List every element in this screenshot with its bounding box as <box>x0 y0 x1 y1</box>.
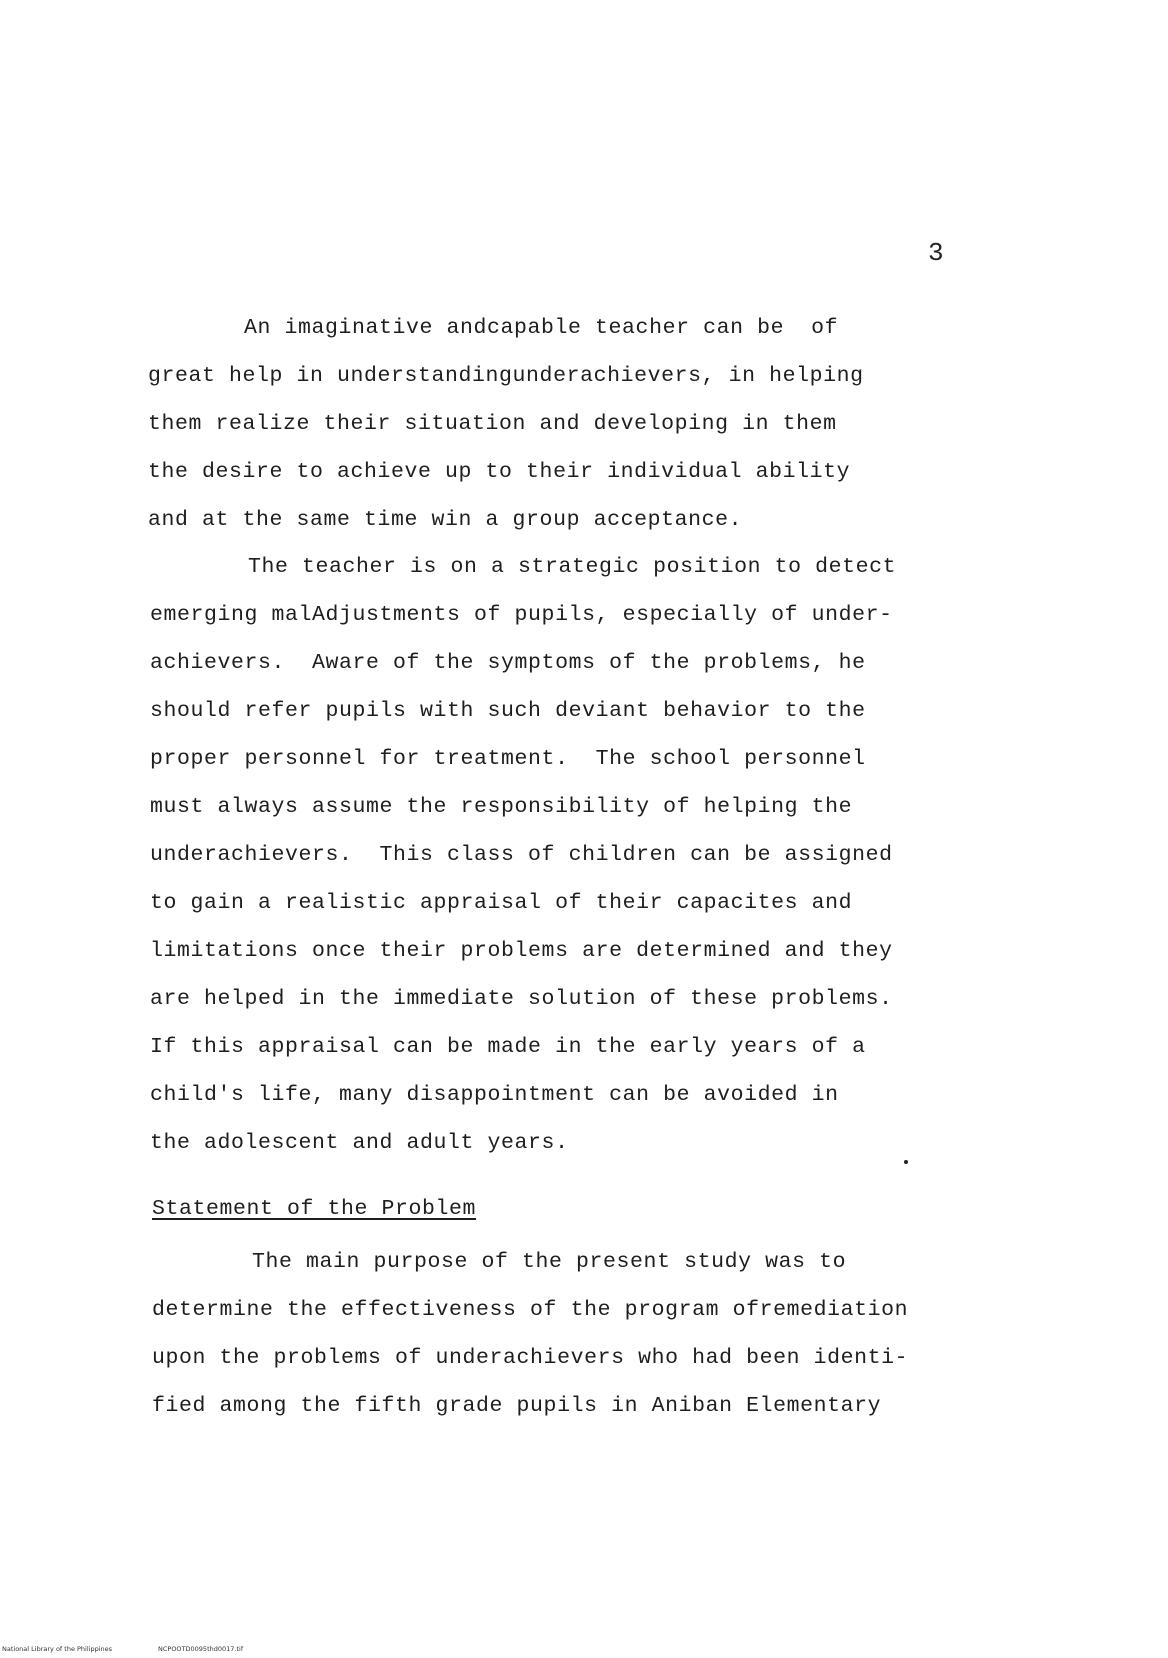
paragraph-3-line: The main purpose of the present study was to <box>252 1250 847 1274</box>
paragraph-3-line: determine the effectiveness of the program ofremediation <box>152 1298 909 1322</box>
paragraph-2-line: limitations once their problems are determined and they <box>150 939 893 963</box>
paragraph-1-line: them realize their situation and developing in them <box>148 412 837 436</box>
paragraph-2-line: achievers. Aware of the symptoms of the problems, he <box>150 651 866 675</box>
paragraph-2-line: the adolescent and adult years. <box>150 1131 569 1155</box>
paragraph-2-line: must always assume the responsibility of helping the <box>150 795 853 819</box>
paragraph-2-line: underachievers. This class of children can be assigned <box>150 843 893 867</box>
paragraph-2-line: are helped in the immediate solution of these problems. <box>150 987 893 1011</box>
paragraph-3-line: upon the problems of underachievers who had been identi- <box>152 1346 909 1370</box>
paragraph-2-line: should refer pupils with such deviant behavior to the <box>150 699 866 723</box>
paragraph-2-line: The teacher is on a strategic position to detect <box>248 555 897 579</box>
footer-file-name: NCPOOTD0095thd0017.tif <box>158 1645 244 1653</box>
paragraph-3-line: fied among the fifth grade pupils in Aniban Elementary <box>152 1394 882 1418</box>
paragraph-2-line: child's life, many disappointment can be avoided in <box>150 1083 839 1107</box>
paragraph-1-line: the desire to achieve up to their individual ability <box>148 460 851 484</box>
paragraph-1-line: great help in understandingunderachievers, in helping <box>148 364 864 388</box>
paragraph-1-line: and at the same time win a group acceptance. <box>148 508 743 532</box>
paragraph-1-line: An imaginative andcapable teacher can be of <box>244 316 839 340</box>
page-number: 3 <box>928 238 944 268</box>
scan-speck <box>904 1160 908 1164</box>
section-heading: Statement of the Problem <box>152 1197 477 1221</box>
paragraph-2-line: If this appraisal can be made in the early years of a <box>150 1035 866 1059</box>
paragraph-2-line: to gain a realistic appraisal of their capacites and <box>150 891 853 915</box>
paragraph-2-line: proper personnel for treatment. The school personnel <box>150 747 866 771</box>
footer-library-credit: National Library of the Philippines <box>2 1645 113 1653</box>
paragraph-2-line: emerging malAdjustments of pupils, especially of under- <box>150 603 893 627</box>
